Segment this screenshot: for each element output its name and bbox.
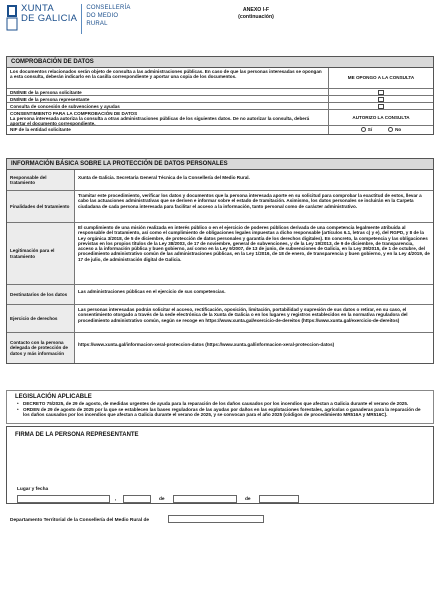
- protection-row-text: https://www.xunta.gal/informacion-xeral-proteccion-datos (https://www.xunta.gal/informacion-xeral-proteccion-datos): [78, 342, 335, 347]
- protection-row-label: Ejercicio de derechos: [7, 305, 75, 332]
- consent-item-label: DNI/NIE de la persona solicitante: [7, 89, 329, 95]
- consent-item-label: DNI/NIE de la persona representante: [7, 96, 329, 102]
- authorize-yes-option[interactable]: [361, 127, 372, 132]
- protection-row-label: Destinatarios de los datos: [7, 285, 75, 304]
- signature-title: FIRMA DE LA PERSONA REPRESENTANTE: [15, 432, 139, 438]
- month-input[interactable]: [173, 495, 237, 503]
- consent-item-row: [7, 96, 433, 103]
- logo-line1: XUNTA: [21, 3, 54, 14]
- department-label: Departamento Territorial de la Consellería del Medio Rural de: [10, 518, 150, 523]
- oppose-checkbox-applicant-id[interactable]: [378, 90, 384, 95]
- day-input[interactable]: [123, 495, 151, 503]
- department-input[interactable]: [168, 515, 264, 523]
- legislation-item: [7, 407, 433, 418]
- legislation-item-text: ORDEN de 29 de agosto de 2025 por la que se establecen las bases reguladoras de las ayudas por daños en las explotaciones forestales, agrícolas o ganaderas para la reparación de los daños causados por los incendios que afectan a Galicia durante el verano de 2025, y se convocan para el año 2025 (códigos de procedimiento MR516A y MR516C).: [23, 406, 421, 418]
- oppose-checkbox-subsidies[interactable]: [378, 104, 384, 109]
- anexo-subtitle: (continuación): [238, 14, 274, 20]
- authorize-block: [7, 110, 329, 125]
- protection-row-text: Xunta de Galicia. Secretaría General Técnica de la Consellería del Medio Rural.: [78, 175, 250, 180]
- protection-row: [7, 333, 433, 363]
- logo-divider: [81, 4, 82, 34]
- oppose-column-label: ME OPONGO A LA CONSULTA: [347, 75, 415, 81]
- logo-sub3: RURAL: [86, 21, 108, 27]
- legislation-title: LEGISLACIÓN APLICABLE: [15, 394, 92, 400]
- no-radio[interactable]: [388, 127, 393, 132]
- data-verification-title: COMPROBACIÓN DE DATOS: [7, 57, 433, 68]
- authorize-title: CONSENTIMIENTO PARA LA COMPROBACIÓN DE DATOS: [10, 110, 138, 116]
- consent-item-label: Consulta de concesión de subvenciones y ayudas: [7, 103, 329, 109]
- protection-row: [7, 285, 433, 305]
- data-verification-section: [6, 56, 434, 135]
- protection-row-text: El cumplimiento de una misión realizada en interés público o en el ejercicio de poderes públicos derivada de una competencia legalmente atribuida al responsable del tratamiento, así como el cumplimiento de obligaciones legales impuestas a dicho responsable (artículos 6.1, letras c) y e), del RGPD, y 8 de la Ley orgánica 3/2018, de 5 de diciembre, de protección de datos personales y garantía de los derechos digitales). En concreto, la competencia y las obligaciones previstas en los propios títulos de la Ley 38/2003, de 17 de noviembre, general de subvenciones, y de la Ley 19/2013, de 9 de diciembre, de transparencia, acceso a la información pública y buen gobierno, así como en la Ley 9/2007, de 13 de junio, de subvenciones de Galicia, en la Ley 39/2015, de 1 de octubre, del procedimiento administrativo común de las administraciones públicas, en la Ley 1/2016, de 18 de enero, de transparencia y buen gobierno, y en la Ley 4/2019, de 17 de julio, de administración digital de Galicia.: [78, 225, 430, 262]
- bullet-icon: •: [17, 406, 19, 412]
- oppose-header-row: [7, 68, 433, 89]
- yes-label: Sí: [367, 127, 373, 133]
- logo-line2: DE GALICIA: [21, 13, 78, 24]
- oppose-checkbox-representative-id[interactable]: [378, 97, 384, 102]
- de-label: de: [245, 497, 251, 502]
- logo-sub1: CONSELLERÍA: [86, 5, 131, 11]
- protection-row: [7, 305, 433, 333]
- authorize-no-option[interactable]: [388, 127, 401, 132]
- yes-radio[interactable]: [361, 127, 366, 132]
- consent-item-row: [7, 103, 433, 110]
- nif-label: NIF de la entidad solicitante: [7, 126, 329, 134]
- document-header: [6, 4, 434, 44]
- protection-row: [7, 223, 433, 285]
- protection-row-text: Tramitar este procedimiento, verificar los datos y documentos que la persona interesada aporte en su solicitud para comprobar la exactitud de estos, llevar a cabo las actuaciones administrativas que se deriven e informar sobre el estado de tramitación. Asimismo, los datos personales se incluirán en la Carpeta ciudadana de cada persona interesada para facilitar el acceso a la información, tanto personal como de carácter administrativo.: [78, 193, 422, 209]
- de-label: de: [159, 497, 165, 502]
- protection-row-text: Las administraciones públicas en el ejercicio de sus competencias.: [78, 289, 226, 294]
- protection-row-label: Legitimación para el tratamiento: [7, 223, 75, 284]
- signature-section: [6, 426, 434, 504]
- authorize-header-row: [7, 110, 433, 126]
- xunta-logo: [6, 4, 131, 34]
- anexo-heading: [226, 7, 286, 21]
- anexo-title: ANEXO I-F: [242, 7, 270, 13]
- logo-sub2: DO MEDIO: [86, 13, 119, 19]
- bullet-icon: •: [17, 401, 19, 406]
- no-label: No: [395, 127, 402, 133]
- oppose-intro-text: Los documentos relacionados serán objeto de consulta a las administraciones públicas. En caso de que las personas interesadas se opongan a esta consulta, deberán indicarlo en la casilla correspondiente y aportar una copia de los documentos.: [7, 68, 329, 88]
- comma-separator: ,: [115, 497, 117, 502]
- nif-row: [7, 126, 433, 134]
- protection-row-label: Finalidades del tratamiento: [7, 191, 75, 222]
- data-protection-section: [6, 158, 434, 364]
- place-date-label: Lugar y fecha: [17, 487, 49, 492]
- protection-row-label: Contacto con la persona delegada de protección de datos y más información: [7, 333, 75, 363]
- authorize-text: La persona interesada autoriza la consulta a otras administraciones públicas de los siguientes datos. De no autorizar la consulta, deberá aportar el documento correspondiente.: [10, 116, 310, 127]
- year-input[interactable]: [259, 495, 299, 503]
- protection-row: [7, 191, 433, 223]
- place-input[interactable]: [17, 495, 110, 503]
- xunta-emblem-icon: [6, 5, 18, 31]
- protection-row: [7, 170, 433, 191]
- data-protection-title: INFORMACIÓN BÁSICA SOBRE LA PROTECCIÓN DE DATOS PERSONALES: [7, 159, 433, 170]
- legislation-section: [6, 390, 434, 424]
- consent-item-row: [7, 89, 433, 96]
- legislation-item-text: DECRETO 75/2025, de 29 de agosto, de medidas urgentes de ayuda para la reparación de los daños causados por los incendios que afectan a Galicia durante el verano de 2025.: [23, 401, 409, 406]
- protection-row-label: Responsable del tratamiento: [7, 170, 75, 190]
- authorize-column-label: AUTORIZO LA CONSULTA: [352, 114, 410, 120]
- protection-row-text: Las personas interesadas podrán solicitar el acceso, rectificación, oposición, limitación, portabilidad y supresión de sus datos o retirar, en su caso, el consentimiento otorgado a través de la sede electrónica de la Xunta de Galicia o en los lugares y registros establecidos en la normativa reguladora del procedimiento administrativo común, según se recoge en https://www.xunta.gal/exercicio-de-dereitos (https://www.xunta.gal/exercicio-de-dereitos): [78, 307, 408, 323]
